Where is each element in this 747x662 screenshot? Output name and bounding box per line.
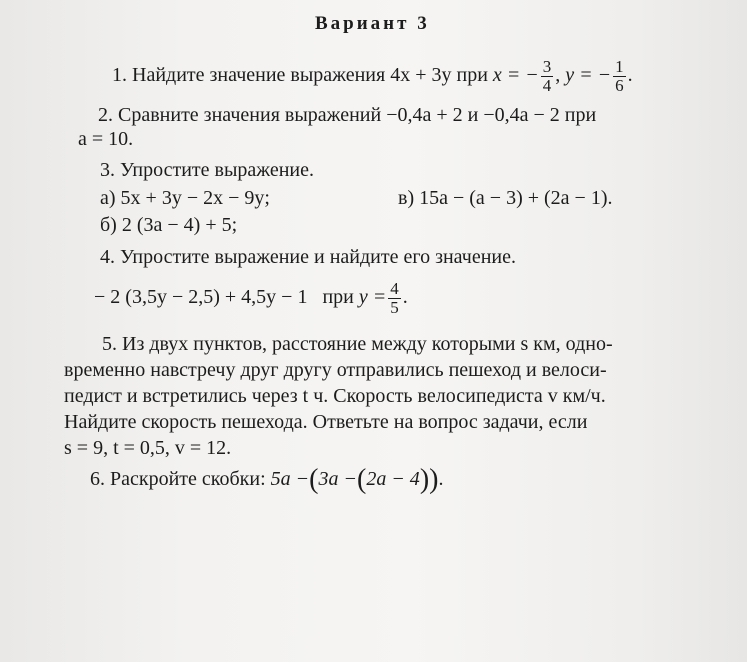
task-6-part-1: 5a − — [270, 468, 310, 490]
task-5-line-4: Найдите скорость пешехода. Ответьте на вопрос задачи, если — [64, 411, 588, 433]
task-6-inner-left-paren: ( — [356, 464, 367, 495]
task-1-x-numerator: 3 — [542, 57, 552, 76]
task-1-y-denominator: 6 — [615, 76, 624, 95]
task-3-item-a: а) 5x + 3y − 2x − 9y; — [100, 187, 270, 209]
task-3-heading: 3. Упростите выражение. — [100, 159, 315, 181]
task-4-end: . — [402, 286, 408, 309]
variant-title: Вариант 3 — [315, 13, 430, 34]
task-4-heading: 4. Упростите выражение и найдите его значение. — [100, 246, 516, 268]
task-6 — [90, 464, 444, 495]
task-4-expr: − 2 (3,5y − 2,5) + 4,5y − 1 — [94, 286, 308, 309]
task-1-x-lhs: x = − — [492, 64, 539, 87]
task-4-y-lhs: y = — [358, 286, 387, 309]
task-3-item-b: б) 2 (3a − 4) + 5; — [100, 214, 238, 236]
task-4-expression — [94, 280, 408, 317]
task-5-line-3: педист и встретились через t ч. Скорость велосипедиста v км/ч. — [64, 385, 606, 407]
task-1-end: . — [627, 64, 633, 87]
task-1-y-lhs: y = − — [565, 64, 612, 87]
task-4-y-fraction — [388, 280, 401, 317]
task-5-line-5: s = 9, t = 0,5, v = 12. — [64, 437, 232, 459]
task-6-outer-left-paren: ( — [309, 464, 319, 495]
task-4-y-denominator: 5 — [390, 298, 399, 317]
task-6-text: 6. Раскройте скобки: — [90, 468, 266, 490]
task-5-line-2: временно навстречу друг другу отправились пешеход и велоси- — [64, 359, 607, 381]
task-1-sep: , — [555, 64, 566, 87]
task-1-y-numerator: 1 — [615, 57, 624, 76]
task-6-part-2: 3a − — [318, 468, 357, 490]
task-4-y-numerator: 4 — [390, 279, 399, 298]
task-1-x-fraction — [541, 58, 554, 95]
task-1-x-denominator: 4 — [542, 76, 552, 95]
task-4-when: при — [322, 286, 354, 309]
task-6-end: . — [438, 468, 444, 490]
task-1 — [112, 58, 633, 95]
task-2-line-1: 2. Сравните значения выражений −0,4a + 2 и −0,4a − 2 при — [98, 104, 597, 126]
task-6-part-3: 2a − 4 — [366, 468, 420, 490]
task-3-item-v: в) 15a − (a − 3) + (2a − 1). — [398, 187, 613, 209]
task-6-outer-right-paren: ) — [429, 464, 439, 495]
task-1-y-fraction — [613, 58, 626, 95]
task-5-line-1: 5. Из двух пунктов, расстояние между которыми s км, одно- — [102, 333, 613, 355]
task-1-text: 1. Найдите значение выражения 4x + 3y при — [112, 64, 488, 87]
task-6-inner-right-paren: ) — [419, 464, 430, 495]
task-2-line-2: a = 10. — [78, 128, 134, 150]
